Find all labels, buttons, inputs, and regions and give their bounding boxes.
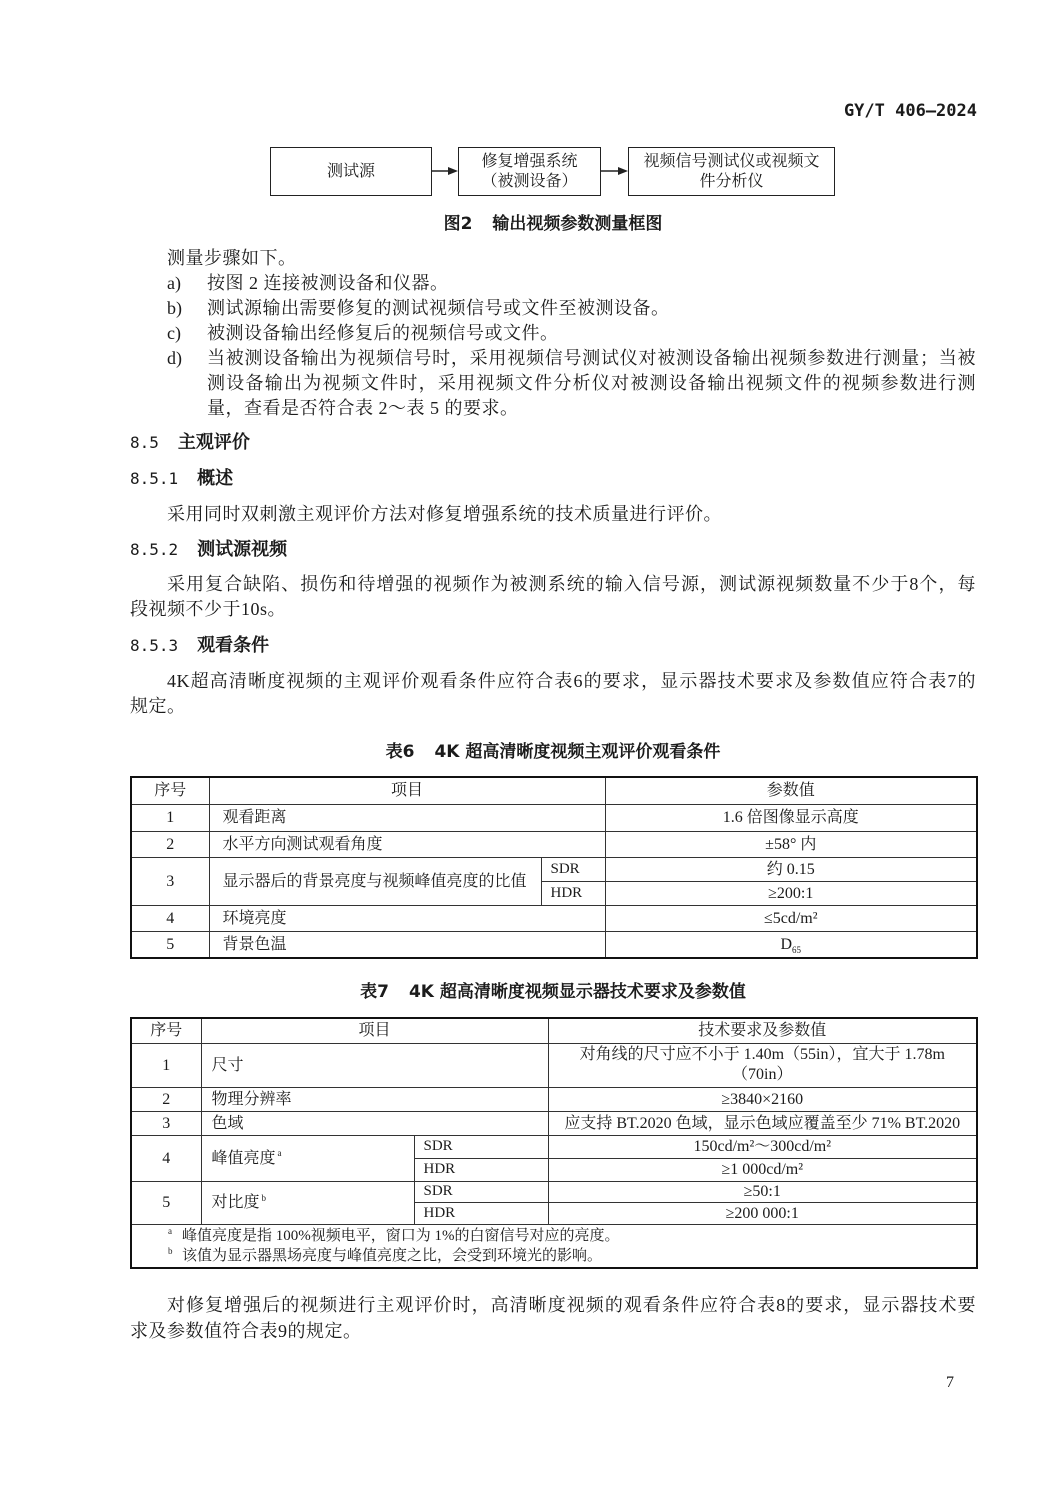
paragraph-line: 采用复合缺陷、损伤和待增强的视频作为被测系统的输入信号源，测试源视频数量不少于8个，每 [167,574,976,594]
cell-value [548,1043,977,1087]
box-label: 测试源 [326,162,375,180]
cell-number: 5 [131,1181,201,1224]
closing-paragraph [130,1292,976,1344]
box-label: （被测设备） [481,172,578,190]
table-row [131,931,977,958]
box-label: 件分析仪 [699,172,764,190]
cell-number: 5 [131,931,209,958]
step-marker: c) [167,323,181,343]
table-row [131,831,977,857]
cell-value: ≥200 000:1 [548,1202,977,1224]
figure-number: 图2 [443,214,473,234]
table-footnotes [131,1224,977,1268]
cell-number: 2 [131,1087,201,1111]
cell-number: 2 [131,831,209,857]
section-number: 8.5.1 [130,469,179,488]
step-marker: a) [167,273,181,293]
paragraph-line: 对修复增强后的视频进行主观评价时，高清晰度视频的观看条件应符合表8的要求，显示器技术要 [167,1295,976,1315]
cell-value [605,931,977,958]
item-text: 峰值亮度 [211,1149,276,1167]
box-label: 视频信号测试仪或视频文 [643,152,820,170]
header-cell-item: 项目 [209,777,605,804]
box-label: 修复增强系统 [481,152,578,170]
table-row [131,1087,977,1111]
item-text: 对比度 [211,1194,260,1211]
table-row [131,1111,977,1135]
step-c [130,321,976,346]
cell-sub-label: SDR [414,1135,548,1158]
section-heading-8-5-2 [130,537,287,562]
table-title: 4K 超高清晰度视频显示器技术要求及参数值 [408,982,746,1002]
paragraph-line: 段视频不少于10s。 [130,599,287,619]
step-text: 测试源输出需要修复的测试视频信号或文件至被测设备。 [207,298,670,318]
step-text: 被测设备输出经修复后的视频信号或文件。 [207,323,559,343]
cell-item: 色域 [201,1111,548,1135]
paragraph-8-5-1 [130,502,976,527]
section-heading-8-5-1 [130,466,233,491]
section-heading-8-5-3 [130,633,269,658]
header-cell-value: 技术要求及参数值 [548,1018,977,1043]
arrow-system-to-analyzer [601,167,628,175]
paragraph-line: 4K超高清晰度视频的主观评价观看条件应符合表6的要求，显示器技术要求及参数值应符合表7的 [167,671,976,691]
box-test-source [270,147,432,196]
section-number: 8.5.2 [130,540,179,559]
cell-value: ≥3840×2160 [548,1087,977,1111]
section-heading-8-5 [130,430,250,455]
value-text: D [780,935,793,953]
header-cell-number: 序号 [131,1018,201,1043]
cell-item: 显示器后的背景亮度与视频峰值亮度的比值 [209,857,541,905]
box-analyzer [628,147,835,196]
section-title: 观看条件 [197,635,270,656]
table-header-row [131,1018,977,1043]
cell-number: 3 [131,1111,201,1135]
paragraph-8-5-2 [130,572,976,622]
section-title: 测试源视频 [197,539,288,560]
table-footnote-row [131,1224,977,1268]
section-title: 概述 [197,468,234,489]
cell-sub-label: HDR [414,1158,548,1181]
paragraph-8-5-3 [130,669,976,719]
step-d [130,346,976,421]
arrow-head [618,167,628,175]
cell-sub-label: SDR [541,857,605,881]
cell-item [201,1181,414,1224]
page-number: 7 [946,1374,954,1391]
steps-intro: 测量步骤如下。 [167,248,297,268]
cell-value: 应支持 BT.2020 色域，显示色域应覆盖至少 71% BT.2020 [548,1111,977,1135]
figure-arrows [430,161,630,181]
footnote-marker: a [277,1148,282,1159]
measurement-steps [130,246,976,421]
table-row [131,857,977,881]
paragraph-line: 求及参数值符合表9的规定。 [130,1321,362,1341]
section-number: 8.5 [130,433,159,452]
table-6-caption [130,740,976,764]
cell-item [201,1135,414,1181]
value-line: 对角线的尺寸应不小于 1.40m（55in），宜大于 1.78m [579,1046,945,1063]
step-text: 按图 2 连接被测设备和仪器。 [207,273,449,293]
cell-item: 观看距离 [209,804,605,831]
table-row [131,1043,977,1087]
cell-value: ≥1 000cd/m² [548,1158,977,1181]
paragraph-line: 采用同时双刺激主观评价方法对修复增强系统的技术质量进行评价。 [167,504,722,524]
step-text: 量，查看是否符合表 2～表 5 的要求。 [207,398,519,418]
cell-value: ≥50:1 [548,1181,977,1202]
cell-number: 4 [131,1135,201,1181]
step-text: 当被测设备输出为视频信号时，采用视频信号测试仪对被测设备输出视频参数进行测量；当被 [207,348,976,368]
cell-sub-label: HDR [414,1202,548,1224]
cell-value: ≥200:1 [605,881,977,905]
value-line: （70in） [732,1066,793,1083]
cell-value: 约 0.15 [605,857,977,881]
header-cell-value: 参数值 [605,777,977,804]
cell-item: 尺寸 [201,1043,548,1087]
cell-item: 环境亮度 [209,905,605,931]
header-cell-number: 序号 [131,777,209,804]
standard-code: GY/T 406—2024 [843,101,977,121]
value-subscript: 65 [792,944,802,955]
arrow-head [448,167,458,175]
table-header-row [131,777,977,804]
section-number: 8.5.3 [130,636,179,655]
figure-title: 输出视频参数测量框图 [492,214,663,234]
table-row [131,1135,977,1158]
paragraph-line: 规定。 [130,696,186,716]
step-text: 测设备输出为视频文件时，采用视频文件分析仪对被测设备输出视频文件的视频参数进行测 [207,373,976,393]
table-row [131,905,977,931]
cell-item: 背景色温 [209,931,605,958]
footnote-a: a 峰值亮度是指 100%视频电平，窗口为 1%的白窗信号对应的亮度。 [168,1225,620,1244]
cell-item: 水平方向测试观看角度 [209,831,605,857]
cell-sub-label: HDR [541,881,605,905]
cell-value: 1.6 倍图像显示高度 [605,804,977,831]
table-title: 4K 超高清晰度视频主观评价观看条件 [434,742,721,762]
step-marker: b) [167,298,182,318]
table-7-caption [130,980,976,1004]
header-cell-item: 项目 [201,1018,548,1043]
cell-number: 1 [131,1043,201,1087]
table-number: 表7 [360,982,389,1002]
cell-value: ≤5cd/m² [605,905,977,931]
arrow-source-to-system [432,167,458,175]
section-title: 主观评价 [177,432,250,453]
footnote-b: b 该值为显示器黑场亮度与峰值亮度之比，会受到环境光的影响。 [168,1245,603,1264]
step-b [130,296,976,321]
cell-value: 150cd/m²～300cd/m² [548,1135,977,1158]
step-a [130,271,976,296]
cell-number: 1 [131,804,209,831]
cell-item: 物理分辨率 [201,1087,548,1111]
cell-sub-label: SDR [414,1181,548,1202]
table-row [131,804,977,831]
table-7-display-requirements [130,1017,978,1269]
footnote-text: 峰值亮度是指 100%视频电平，窗口为 1%的白窗信号对应的亮度。 [182,1227,620,1244]
footnote-marker: b [261,1192,267,1203]
table-6-viewing-conditions [130,776,978,959]
cell-number: 3 [131,857,209,905]
step-marker: d) [167,348,182,368]
table-number: 表6 [385,742,415,762]
figure-caption [130,212,976,236]
footnote-text: 该值为显示器黑场亮度与峰值亮度之比，会受到环境光的影响。 [182,1247,603,1264]
cell-number: 4 [131,905,209,931]
table-row [131,1181,977,1202]
cell-value: ±58° 内 [605,831,977,857]
